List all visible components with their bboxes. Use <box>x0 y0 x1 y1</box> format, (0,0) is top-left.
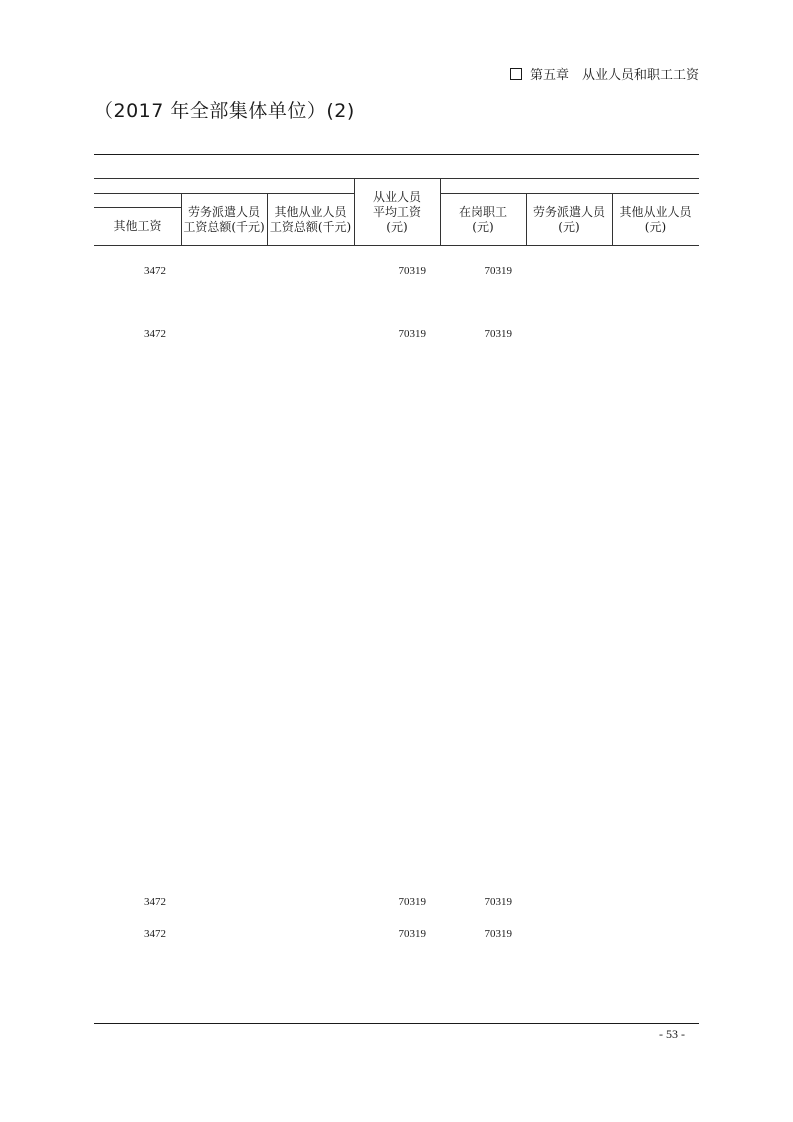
cell-avg-wage: 70319 <box>398 896 426 908</box>
column-header <box>181 194 267 245</box>
column-header <box>267 194 354 245</box>
column-header <box>354 179 440 245</box>
chapter-title: 第五章 从业人员和职工工资 <box>529 68 699 83</box>
table-top-rule <box>94 154 699 155</box>
cell-other-wage: 3472 <box>144 928 166 940</box>
column-header-label: 其他从业人员 (元) <box>619 204 692 234</box>
footer-rule <box>94 1023 699 1024</box>
column-header-label: 劳务派遣人员 (元) <box>532 204 605 234</box>
page-number: - 53 - <box>659 1027 685 1041</box>
table-row <box>0 265 793 281</box>
column-header-label: 劳务派遣人员 工资总额(千元) <box>183 204 265 234</box>
cell-avg-wage: 70319 <box>398 928 426 940</box>
cell-avg-wage: 70319 <box>398 328 426 340</box>
column-header-label: 从业人员 平均工资 (元) <box>372 189 421 234</box>
column-header <box>526 194 612 245</box>
square-icon <box>510 68 522 80</box>
cell-onpost-wage: 70319 <box>484 328 512 340</box>
table-row <box>0 896 793 912</box>
page-title: （2017 年全部集体单位）(2) <box>94 100 355 122</box>
column-header-label: 其他从业人员 工资总额(千元) <box>269 204 352 234</box>
column-header <box>94 208 181 245</box>
chapter-header <box>510 64 699 83</box>
cell-onpost-wage: 70319 <box>484 928 512 940</box>
cell-onpost-wage: 70319 <box>484 265 512 277</box>
column-header <box>612 194 699 245</box>
column-header-label: 其他工资 <box>113 219 162 233</box>
column-header <box>440 194 526 245</box>
header-bottom-rule <box>94 245 699 246</box>
table-row <box>0 928 793 944</box>
column-header-label: 在岗职工 (元) <box>458 204 507 234</box>
cell-avg-wage: 70319 <box>398 265 426 277</box>
cell-other-wage: 3472 <box>144 328 166 340</box>
table-row <box>0 328 793 344</box>
cell-onpost-wage: 70319 <box>484 896 512 908</box>
cell-other-wage: 3472 <box>144 896 166 908</box>
cell-other-wage: 3472 <box>144 265 166 277</box>
